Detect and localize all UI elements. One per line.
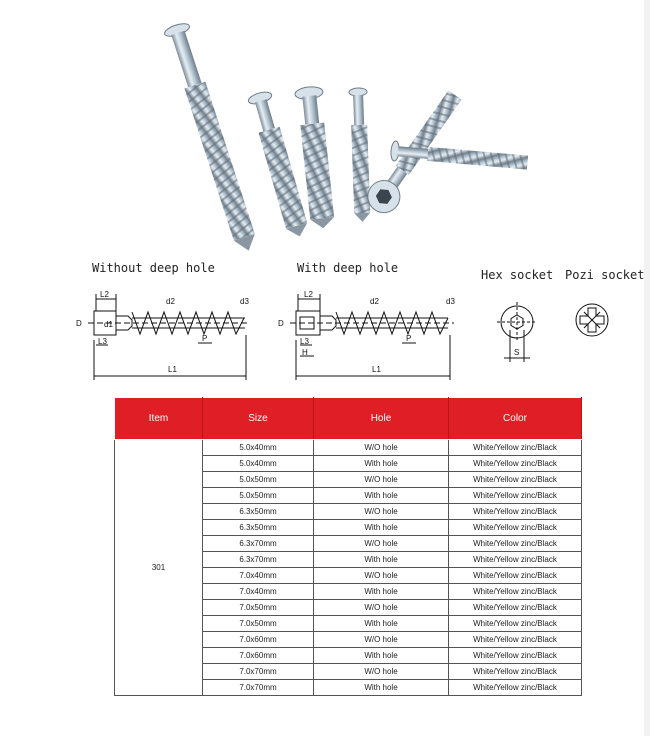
hole-cell: W/O hole <box>314 536 449 552</box>
label-D-b: D <box>278 319 284 328</box>
label-L1-b: L1 <box>372 365 381 374</box>
dimension-drawings <box>0 255 650 390</box>
hole-cell: W/O hole <box>314 504 449 520</box>
without-deep-hole-title: Without deep hole <box>92 261 215 275</box>
label-d2-b: d2 <box>370 297 379 306</box>
hole-cell: With hole <box>314 616 449 632</box>
color-cell: White/Yellow zinc/Black <box>449 680 582 696</box>
hole-cell: W/O hole <box>314 472 449 488</box>
hole-cell: W/O hole <box>314 568 449 584</box>
size-cell: 5.0x50mm <box>203 488 314 504</box>
hole-cell: With hole <box>314 520 449 536</box>
size-cell: 5.0x40mm <box>203 456 314 472</box>
color-cell: White/Yellow zinc/Black <box>449 552 582 568</box>
label-S: S <box>514 348 520 357</box>
color-cell: White/Yellow zinc/Black <box>449 520 582 536</box>
screws-photo <box>0 0 650 255</box>
size-cell: 7.0x60mm <box>203 632 314 648</box>
label-L1-a: L1 <box>168 365 177 374</box>
long-screw <box>163 21 261 254</box>
size-cell: 7.0x40mm <box>203 568 314 584</box>
hole-cell: With hole <box>314 648 449 664</box>
size-cell: 6.3x70mm <box>203 536 314 552</box>
hole-cell: W/O hole <box>314 440 449 456</box>
hole-cell: With hole <box>314 680 449 696</box>
spec-table <box>114 397 582 696</box>
hole-cell: With hole <box>314 584 449 600</box>
label-P-a: P <box>202 334 208 343</box>
size-cell: 5.0x40mm <box>203 440 314 456</box>
color-cell: White/Yellow zinc/Black <box>449 664 582 680</box>
label-H-b: H <box>302 348 308 357</box>
size-cell: 6.3x70mm <box>203 552 314 568</box>
label-d2-a: d2 <box>166 297 175 306</box>
color-cell: White/Yellow zinc/Black <box>449 648 582 664</box>
size-cell: 7.0x50mm <box>203 600 314 616</box>
label-L3-b: L3 <box>300 337 309 346</box>
size-cell: 7.0x40mm <box>203 584 314 600</box>
label-d1-a: d1 <box>104 320 113 329</box>
color-cell: White/Yellow zinc/Black <box>449 584 582 600</box>
hole-cell: With hole <box>314 552 449 568</box>
color-cell: White/Yellow zinc/Black <box>449 600 582 616</box>
label-D-a: D <box>76 319 82 328</box>
table-row <box>115 440 582 456</box>
size-cell: 6.3x50mm <box>203 504 314 520</box>
size-cell: 7.0x70mm <box>203 664 314 680</box>
size-cell: 5.0x50mm <box>203 472 314 488</box>
header-item: Item <box>115 398 203 440</box>
size-cell: 7.0x70mm <box>203 680 314 696</box>
with-deep-hole-title: With deep hole <box>297 261 399 275</box>
color-cell: White/Yellow zinc/Black <box>449 536 582 552</box>
hole-cell: W/O hole <box>314 664 449 680</box>
header-size: Size <box>203 398 314 440</box>
label-d3-a: d3 <box>240 297 249 306</box>
color-cell: White/Yellow zinc/Black <box>449 488 582 504</box>
hole-cell: With hole <box>314 488 449 504</box>
screw-2 <box>247 90 311 240</box>
header-color: Color <box>449 398 582 440</box>
hole-cell: W/O hole <box>314 600 449 616</box>
hole-cell: W/O hole <box>314 632 449 648</box>
color-cell: White/Yellow zinc/Black <box>449 440 582 456</box>
label-L2-a: L2 <box>100 290 109 299</box>
header-hole: Hole <box>314 398 449 440</box>
size-cell: 7.0x50mm <box>203 616 314 632</box>
pozi-socket-title: Pozi socket <box>565 268 645 282</box>
table-header-row <box>115 398 582 440</box>
size-cell: 7.0x60mm <box>203 648 314 664</box>
color-cell: White/Yellow zinc/Black <box>449 616 582 632</box>
screw-4 <box>349 88 372 223</box>
color-cell: White/Yellow zinc/Black <box>449 632 582 648</box>
color-cell: White/Yellow zinc/Black <box>449 472 582 488</box>
label-L2-b: L2 <box>304 290 313 299</box>
hex-socket-title: Hex socket <box>481 268 554 282</box>
label-P-b: P <box>406 334 412 343</box>
item-cell: 301 <box>115 440 203 696</box>
hole-cell: With hole <box>314 456 449 472</box>
size-cell: 6.3x50mm <box>203 520 314 536</box>
pozi-socket-drawing <box>576 304 608 336</box>
color-cell: White/Yellow zinc/Black <box>449 504 582 520</box>
color-cell: White/Yellow zinc/Black <box>449 568 582 584</box>
label-L3-a: L3 <box>98 337 107 346</box>
label-d3-b: d3 <box>446 297 455 306</box>
color-cell: White/Yellow zinc/Black <box>449 456 582 472</box>
